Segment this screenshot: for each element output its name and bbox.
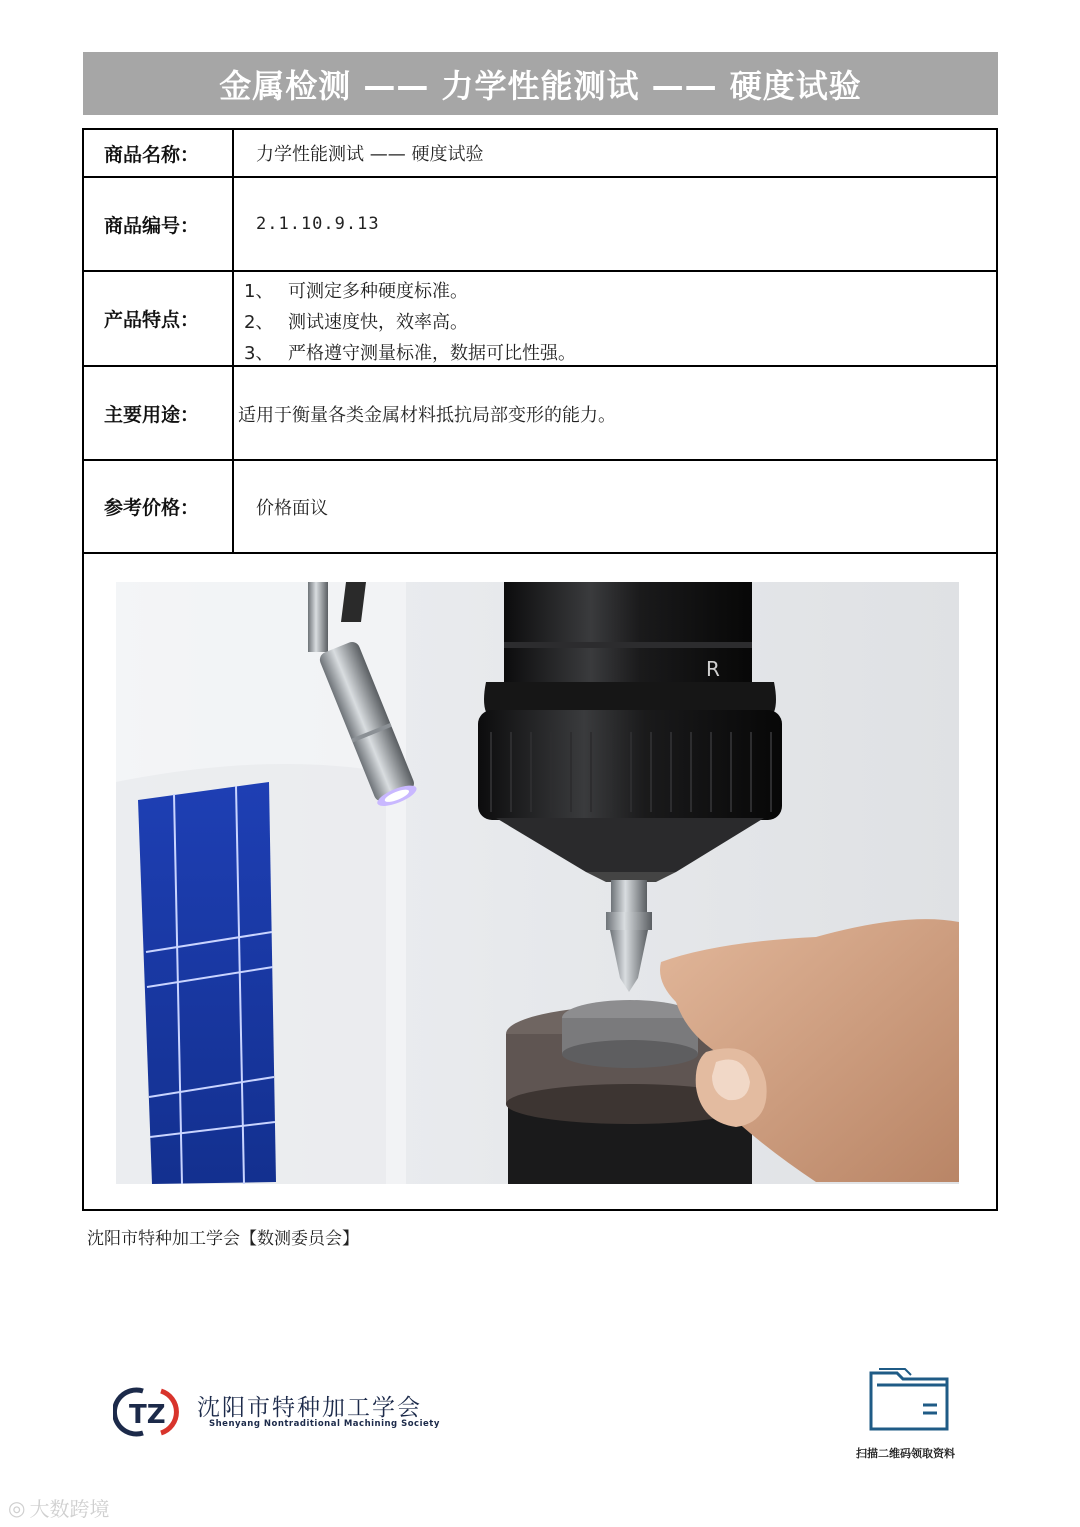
product-code-value: 2.1.10.9.13 [256,214,380,234]
weibo-icon: ◎ [8,1495,26,1520]
product-code-label: 商品编号： [84,178,234,270]
features-list [244,276,576,369]
society-name-cn: 沈阳市特种加工学会 [197,1395,422,1421]
row-usage [84,367,996,461]
society-logo [113,1385,453,1439]
feature-item: 2、 测试速度快，效率高。 [244,312,468,333]
feature-item: 1、 可测定多种硬度标准。 [244,281,468,302]
row-product-code [84,178,996,272]
features-label: 产品特点： [84,272,234,365]
spec-table [82,128,998,1211]
row-price [84,461,996,554]
watermark-text: 大数跨境 [29,1497,110,1521]
logo-mark-text: TZ [129,1400,166,1430]
watermark [8,1493,109,1522]
society-name-en: Shenyang Nontraditional Machining Society [209,1419,440,1429]
row-features [84,272,996,367]
qr-caption: 扫描二维码领取资料 [856,1447,955,1460]
price-label: 参考价格： [84,461,234,552]
usage-label: 主要用途： [84,367,234,459]
blue-panel [138,782,276,1184]
row-product-name [84,130,996,178]
qr-download[interactable] [853,1365,963,1465]
footer-note: 沈阳市特种加工学会【数测委员会】 [87,1229,359,1249]
price-value: 价格面议 [256,497,328,519]
feature-item: 3、 严格遵守测量标准，数据可比性强。 [244,343,576,364]
hardness-tester-photo [116,582,959,1184]
tz-logo-icon [113,1385,191,1439]
product-name-value: 力学性能测试 —— 硬度试验 [256,144,484,165]
page-title: 金属检测 —— 力学性能测试 —— 硬度试验 [219,66,862,105]
folder-icon [867,1365,951,1435]
lens-mark: R [706,657,720,681]
usage-value: 适用于衡量各类金属材料抵抗局部变形的能力。 [238,405,616,426]
product-name-label: 商品名称： [84,130,234,176]
page-header [83,52,998,115]
